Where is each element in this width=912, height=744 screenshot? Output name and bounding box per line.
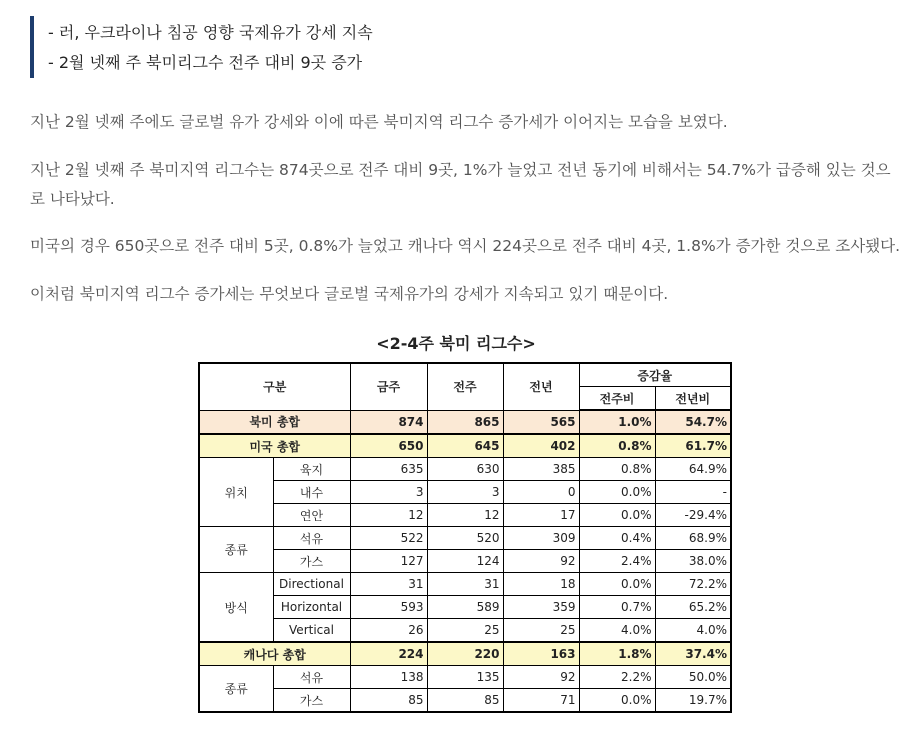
cell-vs-week: 1.0% [579, 410, 655, 434]
cell-vs-week: 0.8% [579, 458, 655, 481]
cell-vs-year: - [655, 481, 731, 504]
cell-this-week: 85 [350, 689, 427, 713]
cell-prev-year: 163 [503, 642, 579, 666]
row-label: Horizontal [273, 596, 350, 619]
table-row [199, 550, 731, 573]
header-vs-week: 전주비 [579, 387, 655, 411]
cell-vs-week: 0.0% [579, 689, 655, 713]
rig-count-table [198, 362, 732, 713]
cell-vs-week: 0.7% [579, 596, 655, 619]
cell-vs-week: 2.4% [579, 550, 655, 573]
group-label: 방식 [199, 573, 273, 643]
cell-prev-week: 85 [427, 689, 503, 713]
table-row [199, 596, 731, 619]
row-label: 석유 [273, 666, 350, 689]
cell-prev-week: 630 [427, 458, 503, 481]
cell-prev-year: 309 [503, 527, 579, 550]
table-row-us-total [199, 434, 731, 458]
row-label: 내수 [273, 481, 350, 504]
table-row-ca-total [199, 642, 731, 666]
paragraph: 지난 2월 넷째 주 북미지역 리그수는 874곳으로 전주 대비 9곳, 1%가 늘었고 전년 동기에 비해서는 54.7%가 급증해 있는 것으 [30, 161, 891, 179]
cell-prev-week: 3 [427, 481, 503, 504]
cell-vs-week: 2.2% [579, 666, 655, 689]
group-label: 위치 [199, 458, 273, 527]
cell-this-week: 874 [350, 410, 427, 434]
cell-prev-year: 25 [503, 619, 579, 643]
cell-prev-year: 17 [503, 504, 579, 527]
table-row [199, 573, 731, 596]
cell-prev-year: 92 [503, 666, 579, 689]
cell-prev-week: 865 [427, 410, 503, 434]
cell-vs-week: 0.4% [579, 527, 655, 550]
table-row [199, 666, 731, 689]
cell-vs-year: 50.0% [655, 666, 731, 689]
cell-prev-week: 645 [427, 434, 503, 458]
cell-prev-week: 520 [427, 527, 503, 550]
paragraph: 미국의 경우 650곳으로 전주 대비 5곳, 0.8%가 늘었고 캐나다 역시 224곳으로 전주 대비 4곳, 1.8%가 증가한 것으로 조사됐다. [30, 237, 901, 255]
cell-prev-week: 589 [427, 596, 503, 619]
row-label: 미국 총합 [199, 434, 350, 458]
cell-vs-year: -29.4% [655, 504, 731, 527]
cell-this-week: 522 [350, 527, 427, 550]
cell-prev-year: 565 [503, 410, 579, 434]
cell-prev-week: 124 [427, 550, 503, 573]
cell-vs-week: 0.0% [579, 504, 655, 527]
cell-vs-year: 65.2% [655, 596, 731, 619]
cell-this-week: 635 [350, 458, 427, 481]
cell-this-week: 138 [350, 666, 427, 689]
group-label: 종류 [199, 666, 273, 713]
cell-vs-year: 64.9% [655, 458, 731, 481]
cell-vs-year: 54.7% [655, 410, 731, 434]
cell-prev-week: 31 [427, 573, 503, 596]
table-row [199, 504, 731, 527]
row-label: Directional [273, 573, 350, 596]
table-row [199, 619, 731, 643]
paragraph: 지난 2월 넷째 주에도 글로벌 유가 강세와 이에 따른 북미지역 리그수 증가세가 이어지는 모습을 보였다. [30, 113, 728, 131]
summary-line: - 러, 우크라이나 침공 영향 국제유가 강세 지속 [48, 23, 373, 42]
cell-prev-year: 92 [503, 550, 579, 573]
summary-line: - 2월 넷째 주 북미리그수 전주 대비 9곳 증가 [48, 53, 363, 72]
row-label: 연안 [273, 504, 350, 527]
group-label: 종류 [199, 527, 273, 573]
cell-prev-year: 385 [503, 458, 579, 481]
cell-this-week: 26 [350, 619, 427, 643]
row-label: 북미 총합 [199, 410, 350, 434]
cell-prev-week: 220 [427, 642, 503, 666]
cell-vs-year: 4.0% [655, 619, 731, 643]
cell-vs-week: 0.0% [579, 573, 655, 596]
header-change: 증감율 [579, 363, 731, 387]
cell-vs-week: 0.0% [579, 481, 655, 504]
table-row [199, 689, 731, 713]
row-label: Vertical [273, 619, 350, 643]
header-category: 구분 [199, 363, 350, 410]
cell-vs-week: 0.8% [579, 434, 655, 458]
cell-this-week: 12 [350, 504, 427, 527]
table-row-na-total [199, 410, 731, 434]
cell-vs-year: 68.9% [655, 527, 731, 550]
cell-vs-year: 72.2% [655, 573, 731, 596]
cell-prev-week: 135 [427, 666, 503, 689]
cell-vs-year: 37.4% [655, 642, 731, 666]
cell-this-week: 224 [350, 642, 427, 666]
cell-prev-year: 402 [503, 434, 579, 458]
cell-this-week: 31 [350, 573, 427, 596]
cell-vs-year: 38.0% [655, 550, 731, 573]
table-row [199, 458, 731, 481]
cell-prev-week: 12 [427, 504, 503, 527]
cell-vs-year: 61.7% [655, 434, 731, 458]
row-label: 캐나다 총합 [199, 642, 350, 666]
cell-vs-week: 1.8% [579, 642, 655, 666]
cell-prev-week: 25 [427, 619, 503, 643]
cell-this-week: 127 [350, 550, 427, 573]
header-prev-year: 전년 [503, 363, 579, 410]
cell-prev-year: 18 [503, 573, 579, 596]
header-prev-week: 전주 [427, 363, 503, 410]
row-label: 가스 [273, 550, 350, 573]
row-label: 석유 [273, 527, 350, 550]
cell-this-week: 650 [350, 434, 427, 458]
summary-box [30, 16, 434, 78]
header-this-week: 금주 [350, 363, 427, 410]
cell-vs-week: 4.0% [579, 619, 655, 643]
header-vs-year: 전년비 [655, 387, 731, 411]
paragraph-continuation: 로 나타났다. [30, 190, 115, 208]
row-label: 가스 [273, 689, 350, 713]
cell-prev-year: 0 [503, 481, 579, 504]
row-label: 육지 [273, 458, 350, 481]
cell-vs-year: 19.7% [655, 689, 731, 713]
table-row [199, 481, 731, 504]
cell-prev-year: 359 [503, 596, 579, 619]
cell-this-week: 3 [350, 481, 427, 504]
table-row [199, 527, 731, 550]
paragraph: 이처럼 북미지역 리그수 증가세는 무엇보다 글로벌 국제유가의 강세가 지속되고 있기 때문이다. [30, 285, 669, 303]
cell-prev-year: 71 [503, 689, 579, 713]
cell-this-week: 593 [350, 596, 427, 619]
table-caption: <2-4주 북미 리그수> [376, 334, 536, 353]
